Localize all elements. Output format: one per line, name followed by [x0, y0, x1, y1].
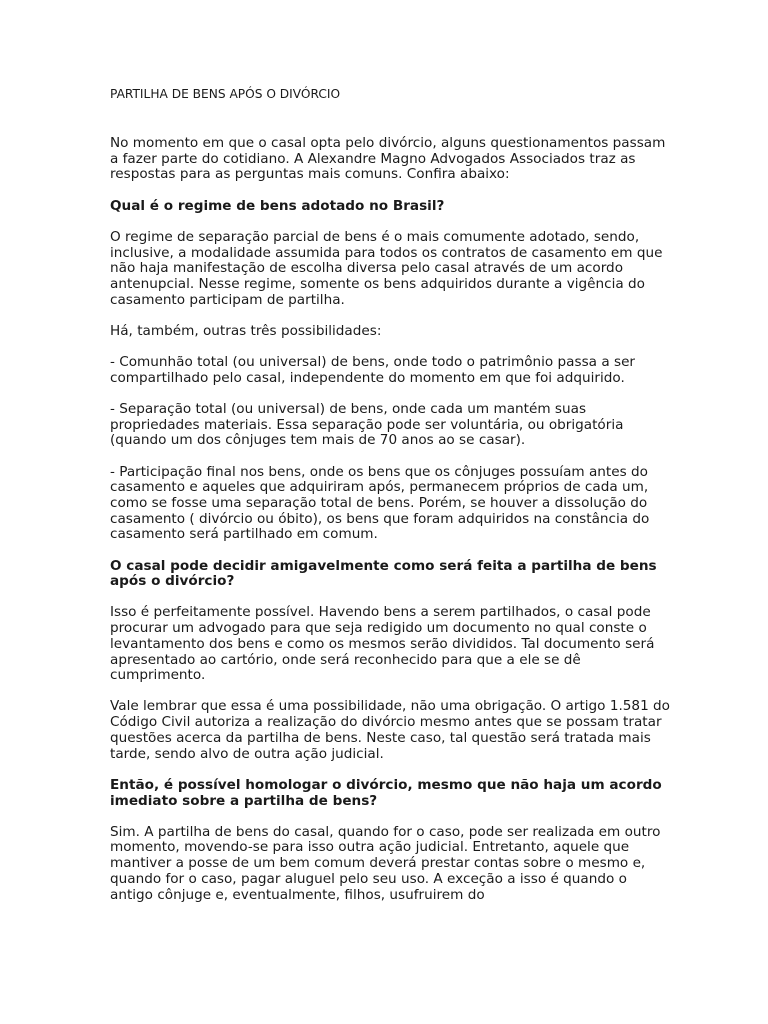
answer-paragraph-1-4: - Separação total (ou universal) de bens, onde cada um mantém suas propriedades materiais. Essa separação pode ser voluntária, ou obrigatória (quando um dos cônjuges tem mais de 70 anos ao se casar).	[110, 400, 624, 449]
intro-paragraph: No momento em que o casal opta pelo divórcio, alguns questionamentos passam a fazer parte do cotidiano. A Alexandre Magno Advogados Associados traz as respostas para as perguntas mais comuns. Confira abaixo:	[110, 135, 666, 183]
question-heading-2: O casal pode decidir amigavelmente como será feita a partilha de bens após o divórcio?	[110, 557, 657, 590]
answer-paragraph-3-1: Sim. A partilha de bens do casal, quando for o caso, pode ser realizada em outro momento, movendo-se para isso outra ação judicial. Entretanto, aquele que mantiver a posse de um bem comum deverá prestar contas sobre o mesmo e, quando for o caso, pagar aluguel pelo seu uso. A exceção a isso é quando o antigo cônjuge e, eventualmente, filhos, usufruirem do	[110, 823, 661, 903]
answer-paragraph-2-2: Vale lembrar que essa é uma possibilidade, não uma obrigação. O artigo 1.581 do Código Civil autoriza a realização do divórcio mesmo antes que se possam tratar questões acerca da partilha de bens. Neste caso, tal questão será tratada mais tarde, sendo alvo de outra ação judicial.	[110, 698, 670, 762]
document-page	[110, 86, 670, 919]
answer-paragraph-1-2: Há, também, outras três possibilidades:	[110, 322, 382, 339]
answer-paragraph-1-3: - Comunhão total (ou universal) de bens, onde todo o patrimônio passa a ser compartilhado pelo casal, independente do momento em que foi adquirido.	[110, 354, 636, 386]
question-heading-3: Então, é possível homologar o divórcio, mesmo que não haja um acordo imediato sobre a partilha de bens?	[110, 776, 662, 809]
question-heading-1: Qual é o regime de bens adotado no Brasil?	[110, 197, 445, 214]
answer-paragraph-1-5: - Participação final nos bens, onde os bens que os cônjuges possuíam antes do casamento e aqueles que adquiriram após, permanecem próprios de cada um, como se fosse uma separação total de bens. Porém, se houver a dissolução do casamento ( divórcio ou óbito), os bens que foram adquiridos na constância do casamento será partilhado em comum.	[110, 463, 650, 543]
answer-paragraph-1-1: O regime de separação parcial de bens é o mais comumente adotado, sendo, inclusive, a modalidade assumida para todos os contratos de casamento em que não haja manifestação de escolha diversa pelo casal através de um acordo antenupcial. Nesse regime, somente os bens adquiridos durante a vigência do casamento participam de partilha.	[110, 228, 663, 308]
answer-paragraph-2-1: Isso é perfeitamente possível. Havendo bens a serem partilhados, o casal pode procurar um advogado para que seja redigido um documento no qual conste o levantamento dos bens e como os mesmos serão divididos. Tal documento será apresentado ao cartório, onde será reconhecido para que a ele se dê cumprimento.	[110, 604, 655, 684]
document-title: PARTILHA DE BENS APÓS O DIVÓRCIO	[110, 87, 341, 101]
